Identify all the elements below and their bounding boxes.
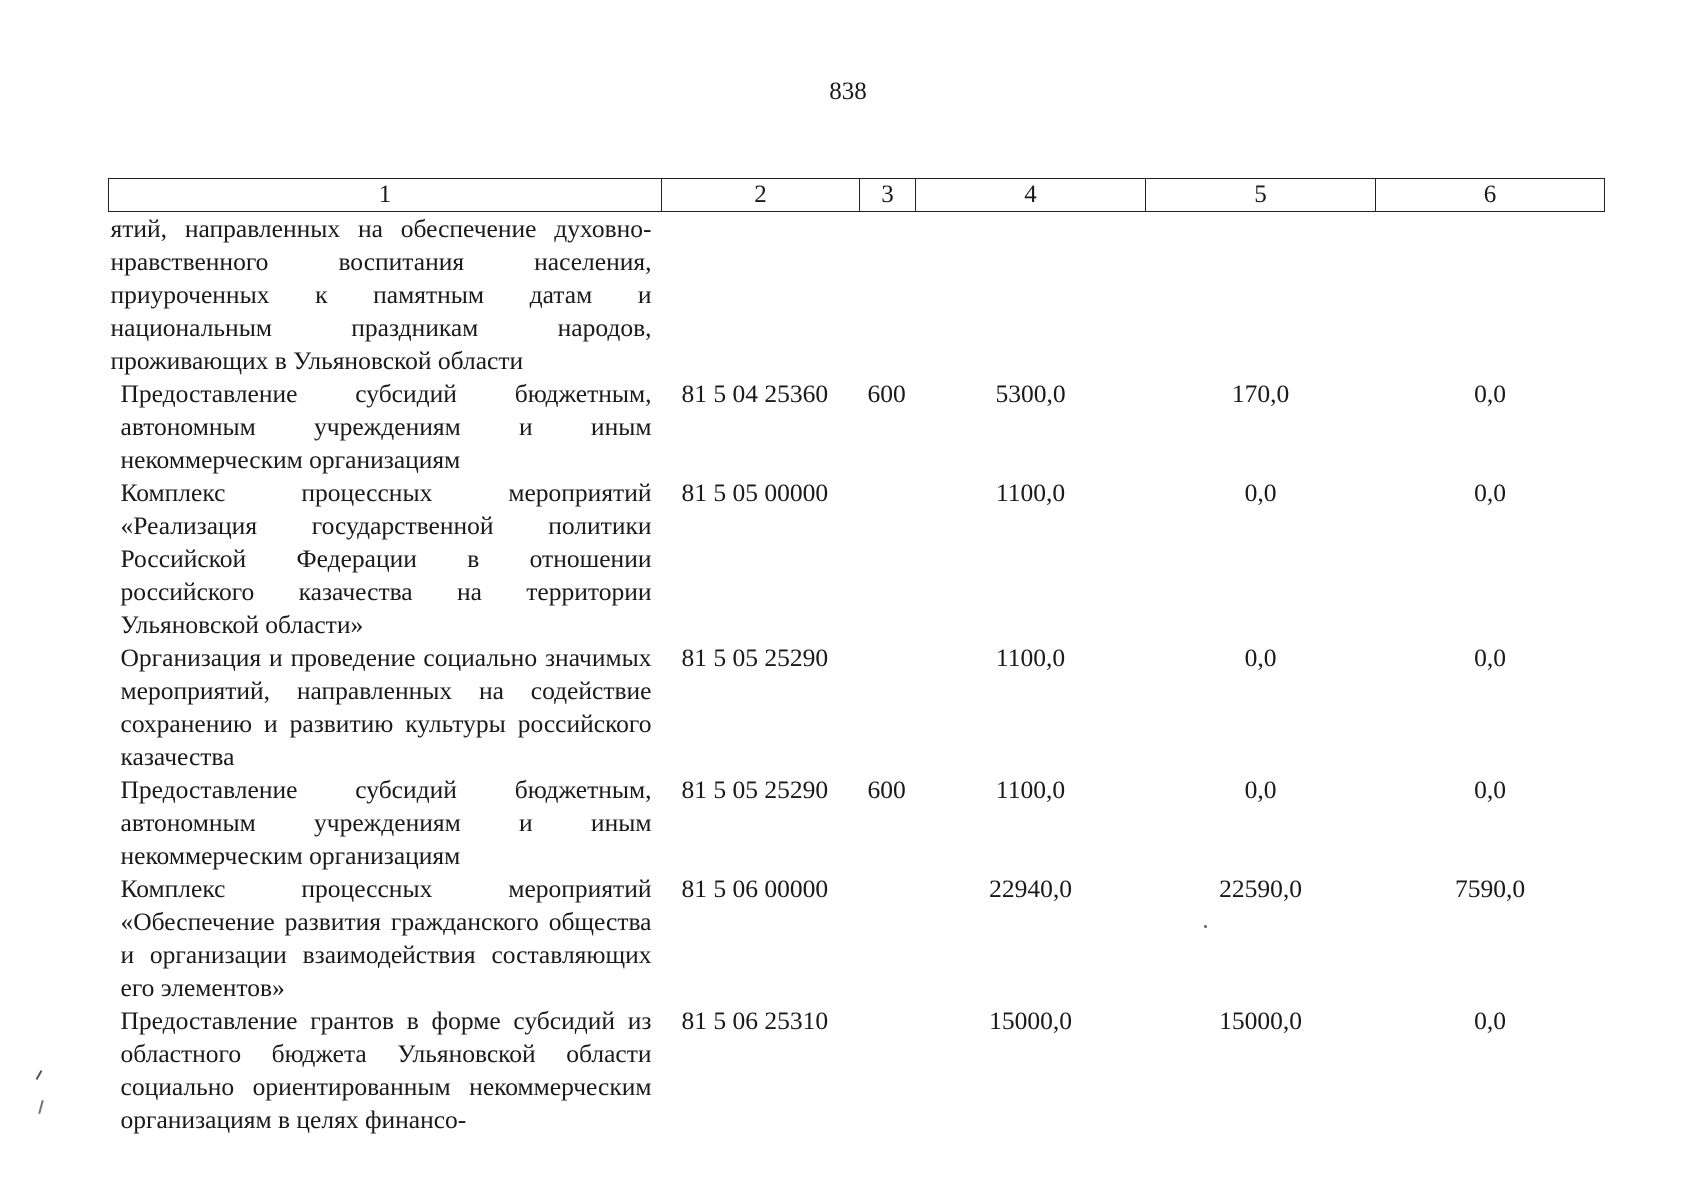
row-value-6: 0,0 — [1474, 775, 1506, 804]
page-number: 838 — [829, 78, 867, 105]
row-expense-type — [860, 212, 916, 378]
row-description: Предоставление субсидий бюджетным, автономным учреждениям и иным некоммерческим организациям — [120, 379, 652, 474]
row-code: 81 5 06 25310 — [681, 1006, 829, 1035]
row-expense-type: 600 — [867, 775, 906, 804]
table-row — [109, 212, 1605, 378]
row-value-4: 5300,0 — [995, 379, 1066, 408]
row-code: 81 5 06 00000 — [681, 874, 829, 903]
header-col-1: 1 — [109, 179, 662, 212]
row-value-5: 0,0 — [1244, 775, 1277, 804]
table-header — [109, 179, 1605, 212]
row-code: 81 5 05 25290 — [681, 775, 829, 804]
table-row — [109, 773, 1605, 872]
row-value-5: 15000,0 — [1219, 1006, 1302, 1035]
row-value-5: 0,0 — [1244, 643, 1277, 672]
row-code: 81 5 05 25290 — [681, 643, 829, 672]
row-value-5: 0,0 — [1244, 478, 1277, 507]
row-code — [662, 212, 860, 378]
row-expense-type: 600 — [867, 379, 906, 408]
row-value-5 — [1146, 212, 1376, 378]
row-value-6: 0,0 — [1474, 643, 1506, 672]
margin-pen-mark — [36, 1070, 43, 1080]
row-expense-type — [860, 1004, 916, 1136]
table-row — [109, 476, 1605, 641]
row-code: 81 5 04 25360 — [681, 379, 829, 408]
row-value-6: 0,0 — [1474, 379, 1506, 408]
header-row — [109, 179, 1605, 212]
row-value-5: 22590,0 — [1219, 874, 1302, 903]
row-description: ятий, направленных на обеспечение духовно-нравственного воспитания населения, приуроченных к памятным датам и национальным праздникам народов, проживающих в Ульяновской области — [110, 214, 652, 375]
table-row — [109, 1004, 1605, 1136]
margin-pen-mark — [38, 1100, 44, 1114]
row-value-4 — [916, 212, 1146, 378]
row-description: Комплекс процессных мероприятий «Реализация государственной политики Российской Федерации в отношении российского казачества на территории Ульяновской области» — [120, 478, 652, 639]
row-value-4: 1100,0 — [995, 478, 1066, 507]
row-value-5: 170,0 — [1231, 379, 1290, 408]
row-expense-type — [860, 641, 916, 773]
row-value-4: 15000,0 — [989, 1006, 1072, 1035]
row-description: Организация и проведение социально значимых мероприятий, направленных на содействие сохранению и развитию культуры российского казачества — [120, 643, 652, 771]
row-description: Комплекс процессных мероприятий «Обеспечение развития гражданского общества и организации взаимодействия составляющих его элементов» — [120, 874, 652, 1002]
row-value-4: 1100,0 — [995, 643, 1066, 672]
header-col-2: 2 — [662, 179, 860, 212]
row-value-6 — [1376, 212, 1605, 378]
row-value-6: 7590,0 — [1454, 874, 1526, 903]
table-body — [109, 212, 1605, 1137]
header-col-4: 4 — [916, 179, 1146, 212]
row-value-4: 1100,0 — [995, 775, 1066, 804]
table-row — [109, 377, 1605, 476]
row-description: Предоставление субсидий бюджетным, автономным учреждениям и иным некоммерческим организациям — [120, 775, 652, 870]
row-code: 81 5 05 00000 — [681, 478, 829, 507]
table-row — [109, 872, 1605, 1004]
header-col-3: 3 — [860, 179, 916, 212]
budget-table — [108, 178, 1605, 1136]
row-expense-type — [860, 476, 916, 641]
header-col-6: 6 — [1376, 179, 1605, 212]
table-row — [109, 641, 1605, 773]
scan-speck — [1204, 925, 1207, 928]
row-value-6: 0,0 — [1474, 1006, 1506, 1035]
row-value-4: 22940,0 — [989, 874, 1072, 903]
header-col-5: 5 — [1146, 179, 1376, 212]
row-expense-type — [860, 872, 916, 1004]
row-value-6: 0,0 — [1474, 478, 1506, 507]
row-description: Предоставление грантов в форме субсидий из областного бюджета Ульяновской области социально ориентированным некоммерческим организациям в целях финансо- — [120, 1006, 652, 1134]
